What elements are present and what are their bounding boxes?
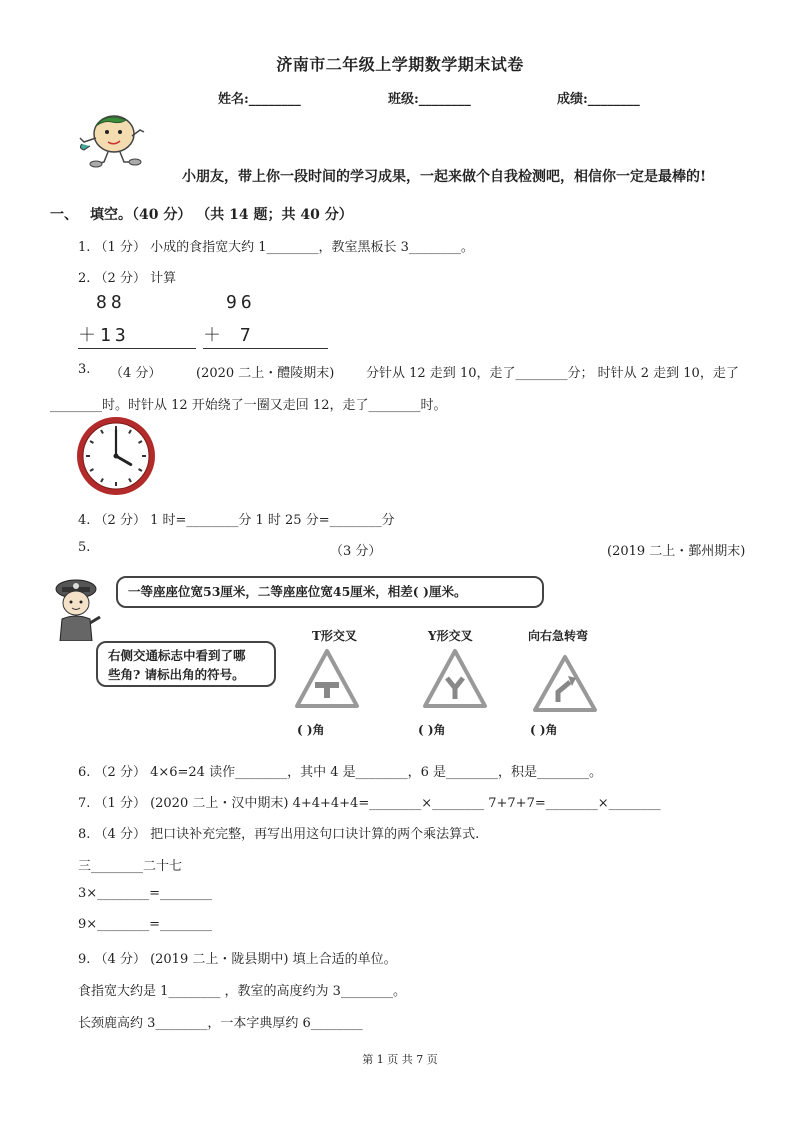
q8-line1: 三________二十七 [78, 859, 183, 874]
q9-line1: 食指宽大约是 1________ ，教室的高度约为 3________。 [78, 984, 406, 999]
q3-text: 分针从 12 走到 10，走了________分； 时针从 2 走到 10，走了 [366, 366, 739, 381]
mascot-illustration [76, 112, 150, 168]
question-8: 8. （4 分） 把口诀补充完整，再写出用这句口诀计算的两个乘法算式. [78, 827, 480, 842]
score-field: 成绩:________ [557, 92, 640, 107]
question-9: 9. （4 分） (2019 二上・陇县期中) 填上合适的单位。 [78, 952, 397, 967]
q2-b-top: 96 [226, 292, 256, 313]
q2-b-answer-line [203, 348, 328, 349]
section-number: 一、 [50, 207, 78, 223]
sign-y-junction-icon [422, 648, 488, 710]
sign-2-label: Y形交叉 [428, 629, 473, 643]
question-7: 7. （1 分） (2020 二上・汉中期末) 4+4+4+4=________×________ 7+7+7=________×________ [78, 796, 661, 811]
clock-illustration [75, 415, 157, 497]
sign-1-label: T形交叉 [312, 629, 357, 643]
q3-line2: ________时。时针从 12 开始绕了一圈又走回 12，走了________时。 [50, 398, 447, 413]
sign-sharp-right-turn-icon [532, 654, 598, 714]
q5-score: （3 分） [330, 544, 382, 559]
section-heading: 填空。（40 分） （共 14 题；共 40 分） [90, 207, 353, 223]
q8-line3: 9×________=________ [78, 917, 213, 932]
sign-3-answer: ( )角 [530, 723, 558, 737]
page-footer: 第 1 页 共 7 页 [362, 1053, 438, 1066]
sign-1-answer: ( )角 [297, 723, 325, 737]
question-1: 1. （1 分） 小成的食指宽大约 1________，教室黑板长 3________。 [78, 240, 474, 255]
class-field: 班级:________ [388, 92, 471, 107]
q9-line2: 长颈鹿高约 3________，一本字典厚约 6________ [78, 1016, 363, 1031]
q2-a-bottom: ＋13 [78, 325, 130, 346]
q5-bubble-2-line2: 些角? 请标出角的符号。 [108, 667, 245, 682]
q3-score: （4 分） [110, 366, 162, 381]
q2-b-bottom: ＋ 7 [203, 325, 255, 346]
q5-number: 5. [78, 540, 91, 555]
q5-source: (2019 二上・鄞州期末) [607, 544, 746, 559]
q8-line2: 3×________=________ [78, 886, 213, 901]
sign-3-label: 向右急转弯 [528, 629, 589, 643]
q5-bubble-1 [116, 576, 544, 608]
q2-a-top: 88 [96, 292, 126, 313]
question-4: 4. （2 分） 1 时=________分 1 时 25 分=________分 [78, 513, 395, 528]
q2-a-answer-line [78, 348, 196, 349]
q3-source: (2020 二上・醴陵期末) [196, 366, 335, 381]
q3-number: 3. [78, 362, 91, 377]
name-field: 姓名:________ [218, 92, 301, 107]
sign-2-answer: ( )角 [418, 723, 446, 737]
q5-bubble-1-text: 一等座座位宽53厘米，二等座座位宽45厘米，相差( )厘米。 [128, 584, 467, 599]
question-6: 6. （2 分） 4×6=24 读作________，其中 4 是________，6 是________，积是________。 [78, 765, 603, 780]
officer-illustration [52, 577, 102, 641]
page-title: 济南市二年级上学期数学期末试卷 [276, 55, 524, 74]
sign-t-junction-icon [294, 648, 360, 710]
q5-bubble-2 [96, 641, 276, 687]
intro-text: 小朋友，带上你一段时间的学习成果，一起来做个自我检测吧，相信你一定是最棒的! [182, 169, 707, 185]
question-2: 2. （2 分） 计算 [78, 271, 177, 286]
q5-bubble-2-line1: 右侧交通标志中看到了哪 [108, 648, 246, 663]
